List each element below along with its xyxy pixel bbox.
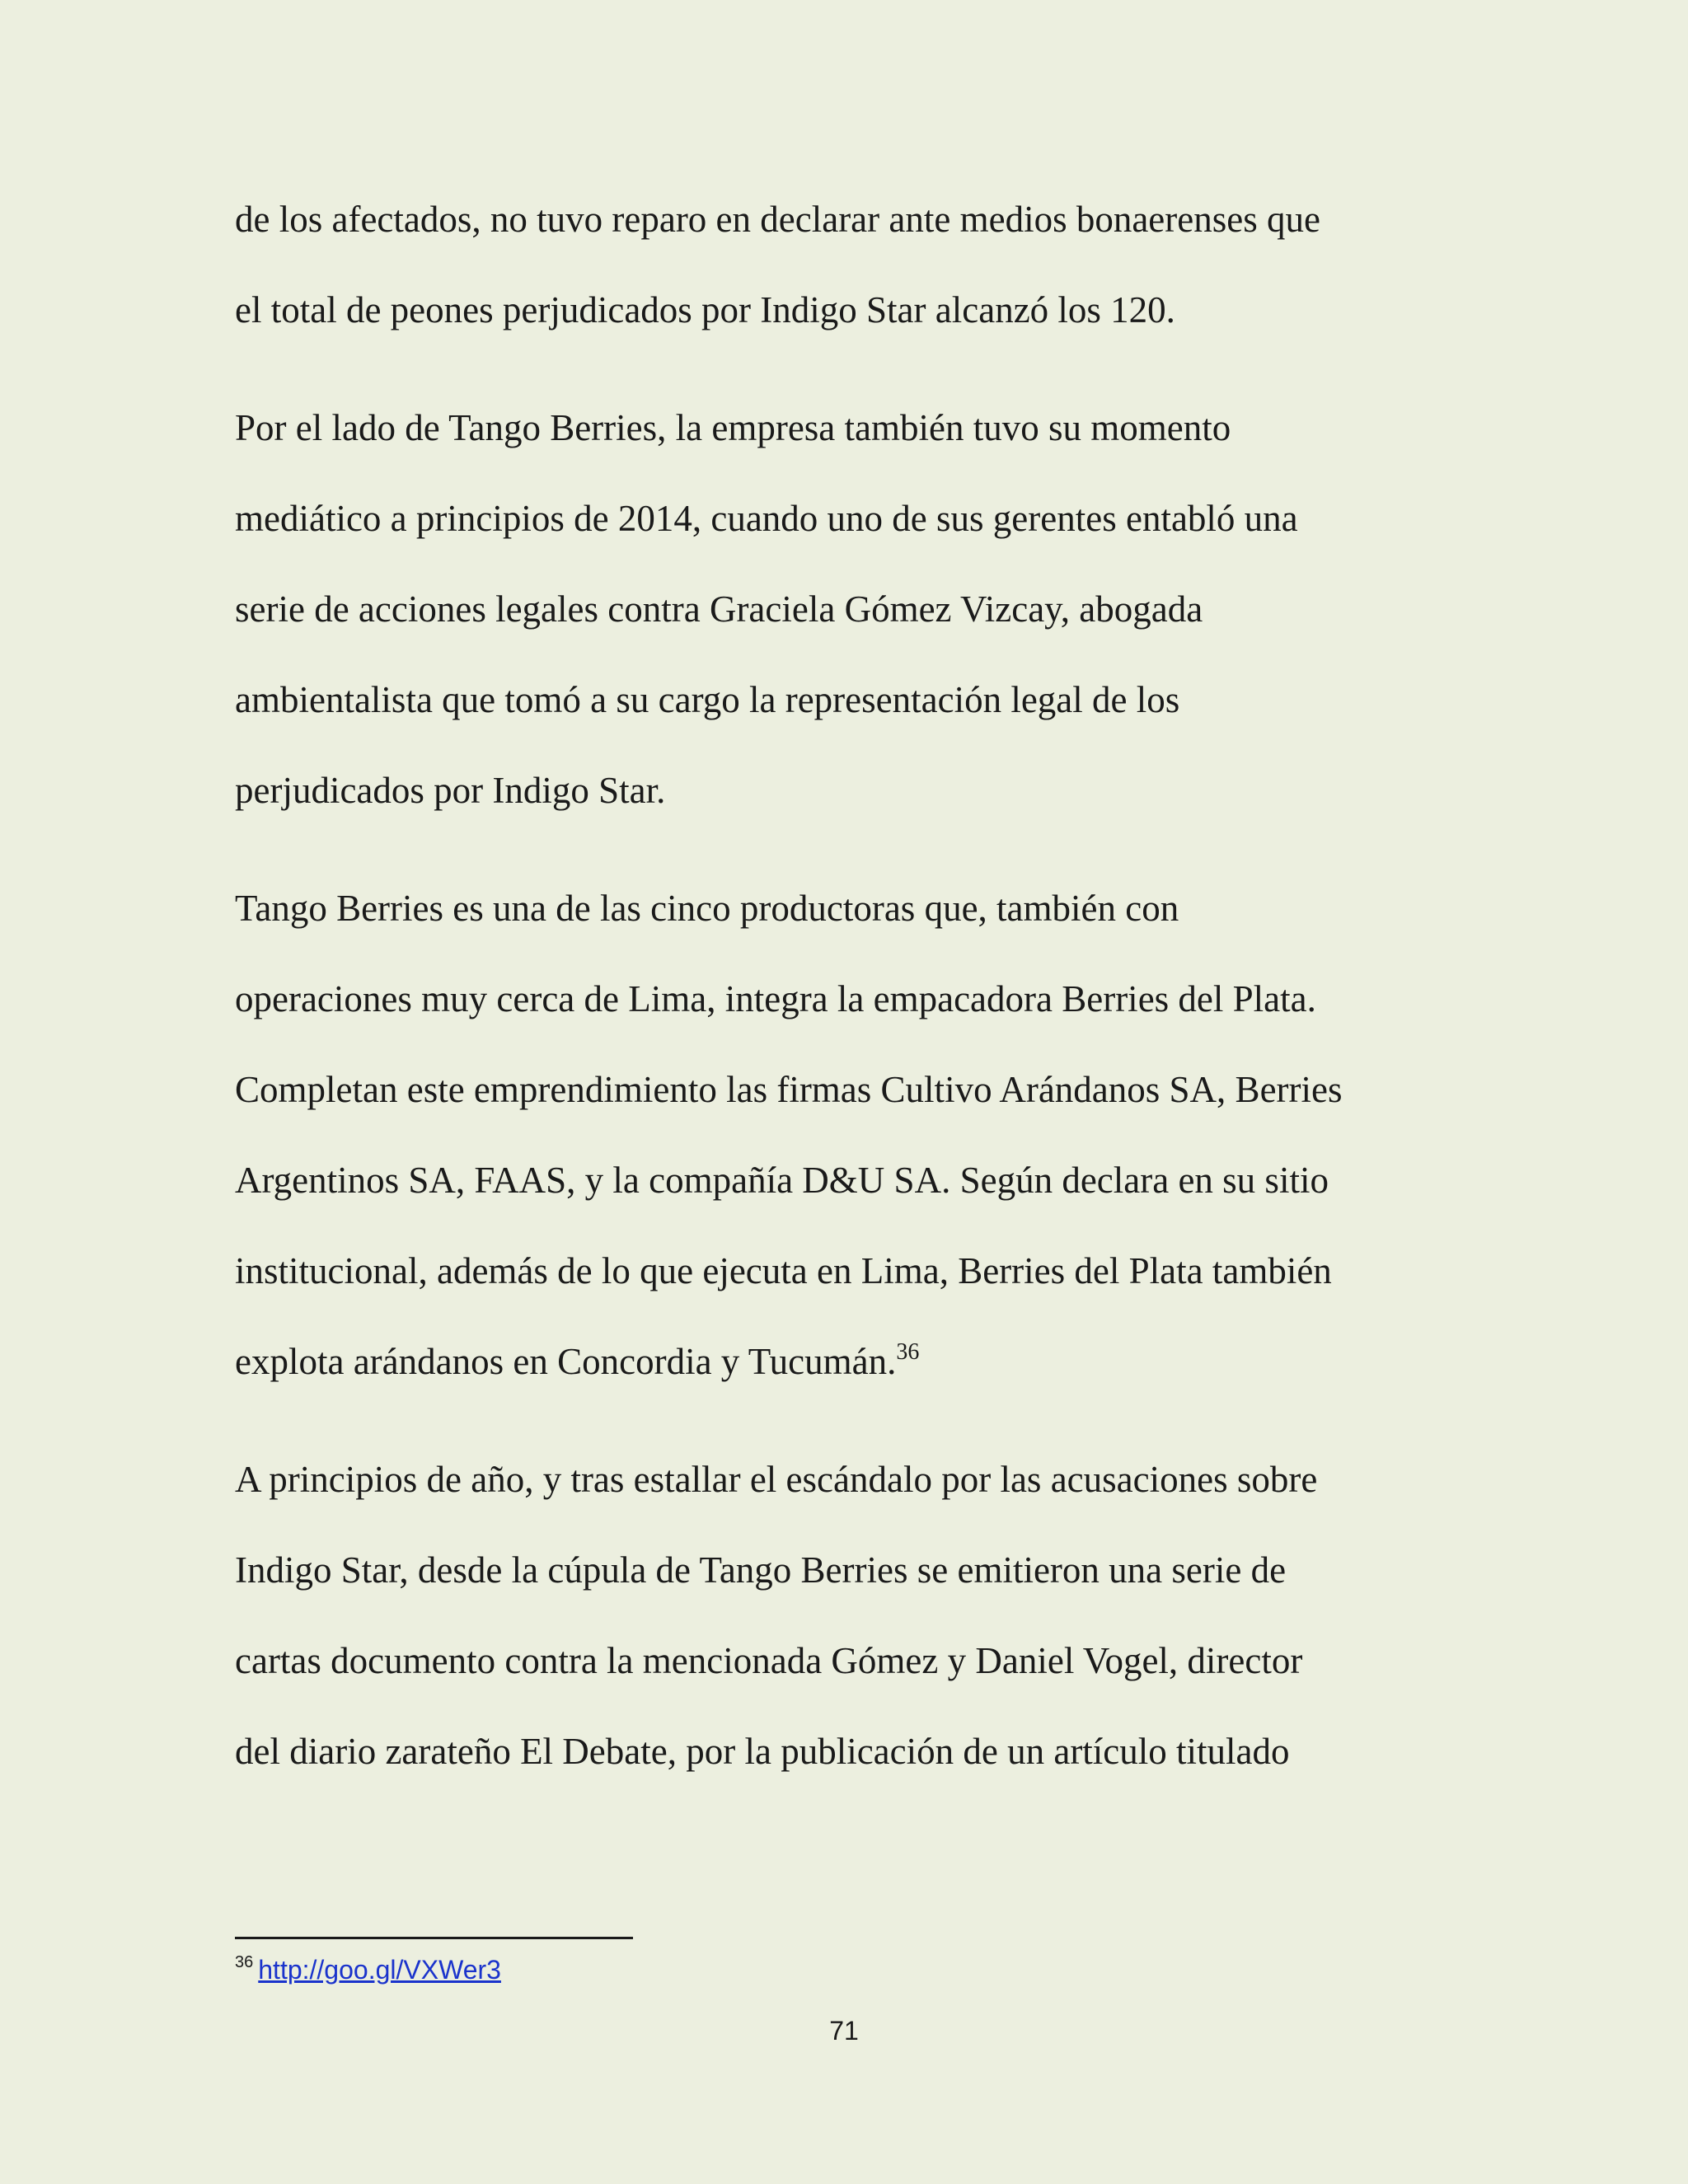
text-line: A principios de año, y tras estallar el escándalo por las acusaciones sobre [235,1459,1318,1500]
text-line: operaciones muy cerca de Lima, integra la empacadora Berries del Plata. [235,978,1316,1019]
text-line: Indigo Star, desde la cúpula de Tango Berries se emitieron una serie de [235,1549,1287,1591]
text-line: Por el lado de Tango Berries, la empresa también tuvo su momento [235,407,1231,448]
text-line: el total de peones perjudicados por Indigo Star alcanzó los 120. [235,289,1175,330]
footnote-number: 36 [235,1953,254,1971]
text-line: ambientalista que tomó a su cargo la representación legal de los [235,679,1180,720]
footnote-separator [235,1937,633,1939]
text-line: del diario zarateño El Debate, por la publicación de un artículo titulado [235,1731,1290,1772]
text-line: serie de acciones legales contra Graciela Gómez Vizcay, abogada [235,588,1203,630]
text-line: de los afectados, no tuvo reparo en declarar ante medios bonaerenses que [235,199,1320,240]
line-text: explota arándanos en Concordia y Tucumán. [235,1341,897,1382]
footnote-reference[interactable]: 36 [896,1339,920,1365]
text-line [235,1324,1471,1414]
text-line: Completan este emprendimiento las firmas Cultivo Arándanos SA, Berries [235,1069,1343,1110]
footnote-link[interactable]: http://goo.gl/VXWer3 [258,1955,501,1985]
text-line: institucional, además de lo que ejecuta en Lima, Berries del Plata también [235,1250,1332,1291]
paragraph-3 [235,870,1471,1414]
text-line: Tango Berries es una de las cinco productoras que, también con [235,888,1179,929]
footnote [235,1952,501,1988]
text-line: mediático a principios de 2014, cuando uno de sus gerentes entabló una [235,498,1298,539]
text-line: Argentinos SA, FAAS, y la compañía D&U SA. Según declara en su sitio [235,1160,1329,1201]
text-line: cartas documento contra la mencionada Gómez y Daniel Vogel, director [235,1640,1303,1681]
paragraph-4 [235,1441,1471,1804]
paragraph-1 [235,181,1471,363]
page-number: 71 [829,2016,859,2046]
text-line: perjudicados por Indigo Star. [235,770,666,811]
body-text [235,181,1471,1804]
paragraph-2 [235,390,1471,843]
